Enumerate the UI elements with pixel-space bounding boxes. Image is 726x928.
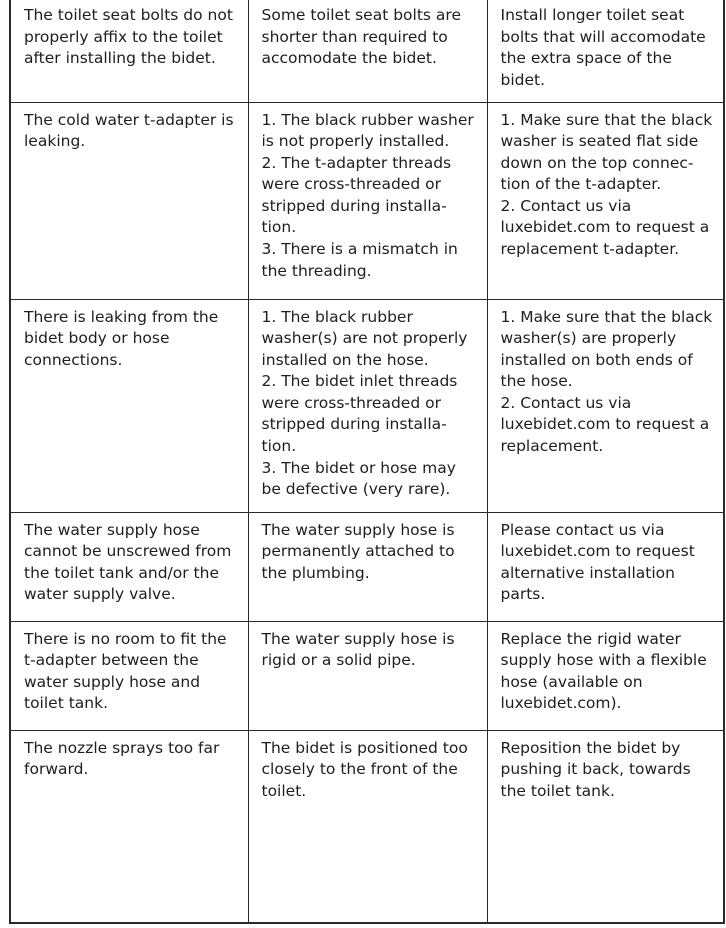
solution-cell: 1. Make sure that the black washer(s) are properly installed on both ends of the hose. 2. Contact us via luxebidet.com to request a replacement. [487, 299, 723, 512]
cause-cell: 1. The black rubber washer(s) are not properly installed on the hose. 2. The bidet inlet threads were cross-threaded or stripped during installa-tion. 3. The bidet or hose may be defective (very rare). [248, 299, 487, 512]
troubleshooting-table-frame [9, 0, 725, 924]
problem-cell: The nozzle sprays too far forward. [11, 730, 248, 922]
cause-cell: Some toilet seat bolts are shorter than required to accomodate the bidet. [248, 0, 487, 102]
solution-cell: Replace the rigid water supply hose with a flexible hose (available on luxebidet.com). [487, 621, 723, 730]
table-row [11, 102, 723, 299]
cause-cell: The water supply hose is rigid or a solid pipe. [248, 621, 487, 730]
troubleshooting-table [11, 0, 723, 922]
problem-cell: There is no room to fit the t-adapter between the water supply hose and toilet tank. [11, 621, 248, 730]
table-row [11, 730, 723, 922]
solution-cell: Reposition the bidet by pushing it back, towards the toilet tank. [500, 738, 691, 800]
solution-cell: Please contact us via luxebidet.com to request alternative installation parts. [487, 512, 723, 621]
table-row [11, 0, 723, 102]
solution-cell: 1. Make sure that the black washer is seated flat side down on the top connec-tion of the t-adapter. 2. Contact us via luxebidet.com to request a replacement t-adapter. [487, 102, 723, 299]
cause-cell: The water supply hose is permanently attached to the plumbing. [248, 512, 487, 621]
table-row [11, 299, 723, 512]
problem-cell: The water supply hose cannot be unscrewed from the toilet tank and/or the water supply valve. [11, 512, 248, 621]
cause-cell: 1. The black rubber washer is not properly installed. 2. The t-adapter threads were cross-threaded or stripped during installa-tion. 3. There is a mismatch in the threading. [248, 102, 487, 299]
problem-cell: There is leaking from the bidet body or hose connections. [11, 299, 248, 512]
problem-cell: The cold water t-adapter is leaking. [11, 102, 248, 299]
table-row [11, 512, 723, 621]
solution-cell: Install longer toilet seat bolts that will accomodate the extra space of the bidet. [487, 0, 723, 102]
table-row [11, 621, 723, 730]
cause-cell: The bidet is positioned too closely to the front of the toilet. [248, 730, 487, 922]
problem-cell: The toilet seat bolts do not properly affix to the toilet after installing the bidet. [11, 0, 248, 102]
